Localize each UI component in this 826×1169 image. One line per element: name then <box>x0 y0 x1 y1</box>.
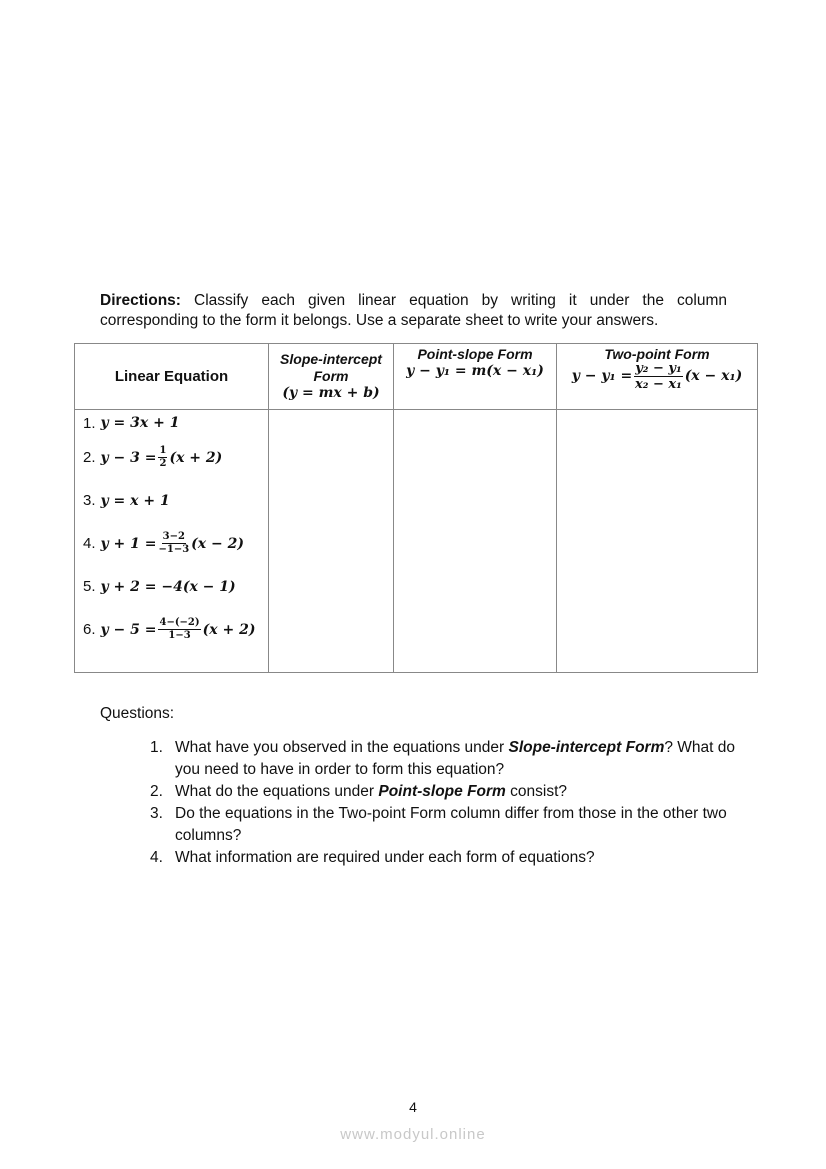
question-item <box>150 737 740 781</box>
equation-fraction <box>158 531 189 556</box>
equation-lhs: y − 3 = <box>100 449 157 466</box>
question-text <box>175 737 740 781</box>
equation-lhs: y = x + 1 <box>100 492 170 509</box>
questions-title: Questions: <box>100 705 175 722</box>
equation-number: 1. <box>83 414 96 432</box>
directions <box>100 291 727 331</box>
equation-number: 5. <box>83 578 96 595</box>
question-number: 4. <box>150 849 163 866</box>
directions-text: Classify each given linear equation by writing it under the column corresponding to the form it belongs. Use a separate sheet to write your answers. <box>100 292 727 329</box>
table-header-row <box>75 344 758 410</box>
formula-lhs: y − y₁ = <box>571 368 633 384</box>
equation-item <box>75 522 268 565</box>
question-text <box>175 803 740 847</box>
text: consist? <box>505 783 567 800</box>
header-point-slope <box>394 344 557 410</box>
denominator: x₂ − x₁ <box>635 377 682 392</box>
text: What do the equations under <box>175 783 379 800</box>
equation-item <box>75 436 268 479</box>
text: What information are required under each form of equations? <box>175 849 595 866</box>
question-number: 2. <box>150 783 163 800</box>
numerator: 1 <box>159 445 167 456</box>
formula-rhs: (x − x₁) <box>684 368 743 384</box>
question-item <box>150 803 740 847</box>
emphasis: Slope-intercept Form <box>508 739 665 756</box>
questions-list <box>150 737 740 869</box>
equation-lhs: y = 3x + 1 <box>100 415 180 431</box>
point-slope-answer-cell <box>394 410 557 673</box>
page-number: 4 <box>409 1099 417 1115</box>
denominator: −1−3 <box>158 544 190 555</box>
equation-fraction <box>158 445 167 470</box>
emphasis: Point-slope Form <box>378 783 506 800</box>
question-number: 1. <box>150 739 163 756</box>
question-item <box>150 847 740 869</box>
equation-lhs: y − 5 = <box>100 621 157 638</box>
denominator: 2 <box>159 458 167 469</box>
equation-number: 3. <box>83 492 96 509</box>
header-title: Slope-intercept Form <box>280 351 382 384</box>
numerator: 4−(−2) <box>159 617 200 628</box>
equation-number: 2. <box>83 449 96 466</box>
watermark: www.modyul.online <box>340 1126 486 1143</box>
header-title: Point-slope Form <box>417 346 533 362</box>
two-point-answer-cell <box>557 410 758 673</box>
numerator: y₂ − y₁ <box>635 361 682 376</box>
denominator: 1−3 <box>168 630 191 641</box>
header-formula: y − y₁ = m(x − x₁) <box>406 363 544 379</box>
equations-cell <box>75 410 269 673</box>
equation-item <box>75 565 268 608</box>
equation-rhs: (x − 2) <box>191 535 244 552</box>
numerator: 3−2 <box>162 531 185 542</box>
equation-number: 4. <box>83 535 96 552</box>
header-slope-intercept <box>269 344 394 410</box>
question-text <box>175 781 567 803</box>
equation-lhs: y + 1 = <box>100 535 157 552</box>
header-title: Two-point Form <box>604 346 710 362</box>
header-two-point <box>557 344 758 410</box>
equation-rhs: (x + 2) <box>202 621 256 638</box>
classification-table <box>74 343 758 673</box>
equation-fraction <box>158 617 200 642</box>
text: ? What do you need to have in order to form this equation? <box>175 739 736 778</box>
table-body-row <box>75 410 758 673</box>
directions-label: Directions: <box>100 292 181 309</box>
question-text <box>175 847 595 869</box>
text: What have you observed in the equations under <box>175 739 509 756</box>
text: Do the equations in the Two-point Form column differ from those in the other two columns? <box>175 805 727 844</box>
slope-intercept-answer-cell <box>269 410 394 673</box>
equation-item <box>75 608 268 651</box>
header-formula: (y = mx + b) <box>282 385 380 401</box>
header-linear-equation: Linear Equation <box>75 344 269 410</box>
equation-lhs: y + 2 = −4(x − 1) <box>100 578 236 595</box>
equation-item <box>75 410 268 436</box>
equation-item <box>75 479 268 522</box>
header-formula <box>557 361 757 392</box>
question-item <box>150 781 740 803</box>
question-number: 3. <box>150 805 163 822</box>
equation-number: 6. <box>83 621 96 638</box>
formula-fraction <box>634 361 682 392</box>
equation-rhs: (x + 2) <box>169 449 223 466</box>
